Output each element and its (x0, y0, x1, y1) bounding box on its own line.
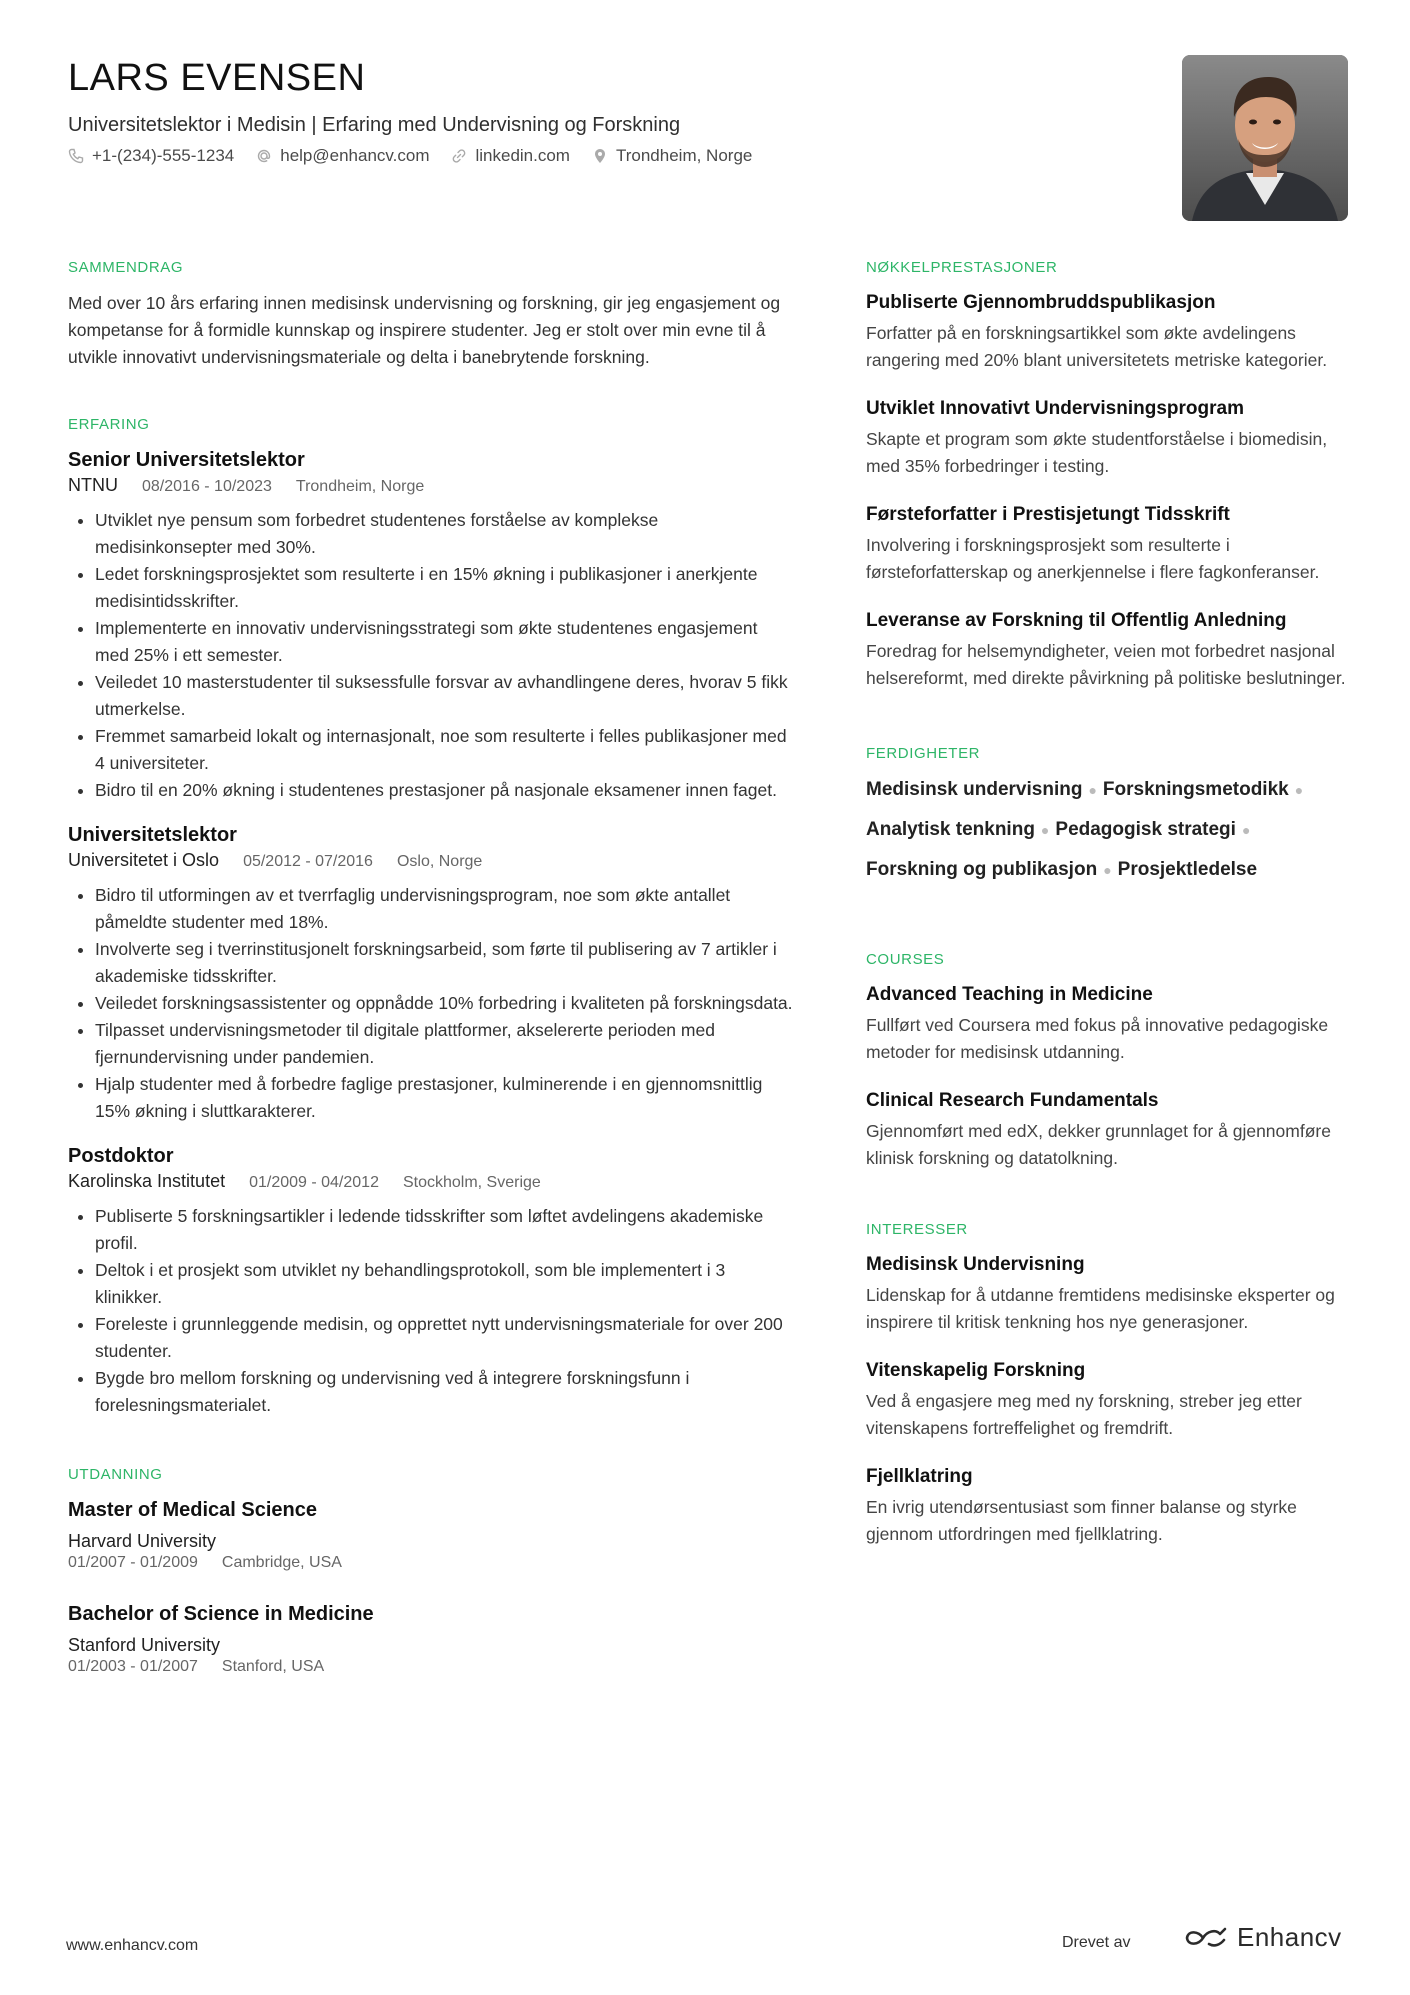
achievement-item (866, 290, 1351, 374)
job-title: Senior Universitetslektor (68, 449, 305, 471)
achievement-desc: Skapte et program som økte studentforståelse i biomedisin, med 35% forbedringer i testing. (866, 429, 1328, 476)
footer-url[interactable]: www.enhancv.com (66, 1937, 199, 1954)
skill-label: Pedagogisk strategi (1055, 819, 1236, 840)
separator-dot: ● (1103, 862, 1112, 878)
skill-label: Medisinsk undervisning (866, 779, 1083, 800)
skills-list (866, 776, 1346, 884)
skill-label: Analytisk tenkning (866, 819, 1035, 840)
skill-label: Prosjektledelse (1117, 859, 1258, 880)
bullet-item: • Bygde bro mellom forskning og undervisning ved å integrere forskningsfunn i forelesningsmaterialet. (95, 1365, 793, 1419)
bullet-item: • Deltok i et prosjekt som utviklet ny behandlingsprotokoll, som ble implementert i 3 klinikker. (95, 1257, 793, 1311)
course-desc: Gjennomført med edX, dekker grunnlaget for å gjennomføre klinisk forskning og datatolkning. (866, 1121, 1331, 1168)
education-location: Stanford, USA (221, 1658, 325, 1675)
bullet-item: • Veiledet 10 masterstudenter til suksessfulle forsvar av avhandlingene deres, hvorav 5 fikk utmerkelse. (95, 669, 793, 723)
course-title: Advanced Teaching in Medicine (866, 984, 1153, 1005)
resume-header (68, 54, 1168, 166)
bullet-item: • Foreleste i grunnleggende medisin, og opprettet nytt undervisningsmateriale for over 200 studenter. (95, 1311, 793, 1365)
education-location: Cambridge, USA (221, 1554, 342, 1571)
school-name: Harvard University (68, 1531, 217, 1551)
bullet-item: • Publiserte 5 forskningsartikler i ledende tidsskrifter som løftet avdelingens akademiske profil. (95, 1203, 793, 1257)
job-entry (68, 447, 793, 804)
achievement-item (866, 608, 1351, 692)
link-icon (451, 148, 467, 164)
skill-label: Forskning og publikasjon (866, 859, 1098, 880)
achievement-desc: Forfatter på en forskningsartikkel som økte avdelingens rangering med 20% blant universitetets metriske kategorier. (866, 323, 1328, 370)
interest-item (866, 1464, 1351, 1548)
contact-phone (68, 146, 234, 166)
achievements-section (866, 258, 1351, 692)
interest-desc: En ivrig utendørsentusiast som finner balanse og styrke gjennom utfordringen med fjellklatring. (866, 1497, 1297, 1544)
achievement-desc: Foredrag for helsemyndigheter, veien mot forbedret nasjonal helsereformt, med direkte påvirkning på politiske beslutninger. (866, 641, 1346, 688)
section-title: COURSES (866, 951, 945, 968)
enhancv-logo-icon (1183, 1925, 1229, 1951)
skills-section (866, 744, 1351, 884)
email-text[interactable]: help@enhancv.com (280, 146, 430, 165)
job-company: Karolinska Institutet (68, 1171, 226, 1191)
course-item (866, 1088, 1351, 1172)
section-title: NØKKELPRESTASJONER (866, 259, 1058, 276)
contact-bar (68, 146, 1168, 166)
left-column (68, 258, 793, 1677)
skill-tag (866, 816, 1055, 844)
job-location: Oslo, Norge (396, 853, 483, 870)
education-entry (68, 1497, 793, 1573)
skill-tag (1118, 856, 1257, 884)
interest-item (866, 1358, 1351, 1442)
job-meta (68, 473, 793, 499)
section-title: INTERESSER (866, 1221, 968, 1238)
enhancv-logo[interactable] (1183, 1922, 1342, 1953)
achievement-title: Førsteforfatter i Prestisjetungt Tidsskrift (866, 504, 1230, 525)
bullet-item: • Tilpasset undervisningsmetoder til digitale plattformer, akselererte perioden med fjernundervisning under pandemien. (95, 1017, 793, 1071)
bullet-item: • Bidro til utformingen av et tverrfaglig undervisningsprogram, noe som økte antallet påmeldte studenter med 18%. (95, 882, 793, 936)
degree-title: Bachelor of Science in Medicine (68, 1603, 374, 1625)
skill-tag (866, 776, 1103, 804)
portrait-illustration (1182, 55, 1348, 221)
achievement-item (866, 396, 1351, 480)
degree-title: Master of Medical Science (68, 1499, 317, 1521)
achievement-title: Utviklet Innovativt Undervisningsprogram (866, 398, 1244, 419)
enhancv-logo-text: Enhancv (1237, 1922, 1342, 1952)
interest-title: Vitenskapelig Forskning (866, 1360, 1086, 1381)
job-location: Stockholm, Sverige (402, 1174, 541, 1191)
job-entry (68, 1143, 793, 1419)
interests-section (866, 1220, 1351, 1548)
right-column (866, 258, 1351, 1548)
candidate-name: LARS EVENSEN (68, 57, 366, 99)
skill-tag (1103, 776, 1309, 804)
bullet-item: • Fremmet samarbeid lokalt og internasjonalt, noe som resulterte i felles publikasjoner med 4 universiteter. (95, 723, 793, 777)
bullet-item: • Implementerte en innovativ undervisningsstrategi som økte studentenes engasjement med 25% i ett semester. (95, 615, 793, 669)
job-company: Universitetet i Oslo (68, 850, 220, 870)
job-meta (68, 1169, 793, 1195)
footer-powered-by: Drevet av (1062, 1934, 1131, 1951)
education-meta (68, 1657, 793, 1677)
achievement-title: Leveranse av Forskning til Offentlig Anledning (866, 610, 1287, 631)
education-meta (68, 1553, 793, 1573)
education-entry (68, 1601, 793, 1677)
contact-location (592, 146, 752, 166)
summary-section (68, 258, 793, 371)
contact-email[interactable] (256, 146, 429, 166)
achievement-item (866, 502, 1351, 586)
profile-photo (1182, 55, 1348, 221)
phone-text: +1-(234)-555-1234 (92, 146, 235, 165)
school-name: Stanford University (68, 1635, 221, 1655)
phone-icon (68, 148, 84, 164)
job-meta (68, 848, 793, 874)
job-dates: 08/2016 - 10/2023 (142, 478, 272, 495)
interest-title: Fjellklatring (866, 1466, 973, 1487)
course-desc: Fullført ved Coursera med fokus på innovative pedagogiske metoder for medisinsk utdanning. (866, 1015, 1329, 1062)
candidate-headline: Universitetslektor i Medisin | Erfaring med Undervisning og Forskning (68, 114, 681, 136)
bullet-item: • Involverte seg i tverrinstitusjonelt forskningsarbeid, som førte til publisering av 7 artikler i akademiske tidsskrifter. (95, 936, 793, 990)
location-text: Trondheim, Norge (615, 146, 753, 165)
bullet-item: • Veiledet forskningsassistenter og oppnådde 10% forbedring i kvaliteten på forskningsdata. (95, 990, 793, 1017)
separator-dot: ● (1294, 782, 1304, 798)
education-dates: 01/2007 - 01/2009 (68, 1554, 198, 1571)
interest-title: Medisinsk Undervisning (866, 1254, 1085, 1275)
course-item (866, 982, 1351, 1066)
contact-linkedin[interactable] (451, 146, 570, 166)
interest-desc: Lidenskap for å utdanne fremtidens medisinske eksperter og inspirere til kritisk tenkning hos nye generasjoner. (866, 1285, 1335, 1332)
course-title: Clinical Research Fundamentals (866, 1090, 1159, 1111)
interest-desc: Ved å engasjere meg med ny forskning, streber jeg etter vitenskapens fortreffelighet og fremdrift. (866, 1391, 1302, 1438)
separator-dot: ● (1040, 822, 1050, 838)
job-bullets (68, 507, 793, 804)
skill-tag (866, 856, 1118, 884)
job-dates: 05/2012 - 07/2016 (243, 853, 373, 870)
location-pin-icon (592, 148, 608, 164)
experience-section (68, 415, 793, 1419)
summary-text: Med over 10 års erfaring innen medisinsk undervisning og forskning, gir jeg engasjement og kompetanse for å formidle kunnskap og inspirere studenter. Jeg er stolt over min evne til å utvikle innovativt undervisningsmateriale og delta i banebrytende forskning. (68, 293, 781, 367)
job-location: Trondheim, Norge (295, 478, 425, 495)
bullet-item: • Hjalp studenter med å forbedre faglige prestasjoner, kulminerende i en gjennomsnittlig 15% økning i sluttkarakterer. (95, 1071, 793, 1125)
section-title: ERFARING (68, 416, 150, 433)
job-company: NTNU (68, 475, 118, 495)
bullet-item: • Bidro til en 20% økning i studentenes prestasjoner på nasjonale eksamener innen faget. (95, 777, 793, 804)
separator-dot: ● (1241, 822, 1251, 838)
skill-tag (1055, 816, 1256, 844)
at-icon (256, 148, 272, 164)
interest-item (866, 1252, 1351, 1336)
linkedin-text[interactable]: linkedin.com (475, 146, 570, 165)
separator-dot: ● (1088, 782, 1097, 798)
job-title: Postdoktor (68, 1145, 174, 1167)
job-dates: 01/2009 - 04/2012 (249, 1174, 379, 1191)
job-bullets (68, 1203, 793, 1419)
achievement-desc: Involvering i forskningsprosjekt som resulterte i førsteforfatterskap og anerkjennelse i flere fagkonferanser. (866, 535, 1320, 582)
section-title: UTDANNING (68, 1466, 163, 1483)
section-title: SAMMENDRAG (68, 259, 184, 276)
job-entry (68, 822, 793, 1125)
section-title: FERDIGHETER (866, 745, 981, 762)
courses-section (866, 950, 1351, 1172)
education-dates: 01/2003 - 01/2007 (68, 1658, 198, 1675)
education-section (68, 1465, 793, 1677)
job-bullets (68, 882, 793, 1125)
achievement-title: Publiserte Gjennombruddspublikasjon (866, 292, 1216, 313)
bullet-item: • Ledet forskningsprosjektet som resulterte i en 15% økning i publikasjoner i anerkjente medisintidsskrifter. (95, 561, 793, 615)
job-title: Universitetslektor (68, 824, 237, 846)
skill-label: Forskningsmetodikk (1102, 779, 1289, 800)
bullet-item: • Utviklet nye pensum som forbedret studentenes forståelse av komplekse medisinkonsepter med 30%. (95, 507, 793, 561)
